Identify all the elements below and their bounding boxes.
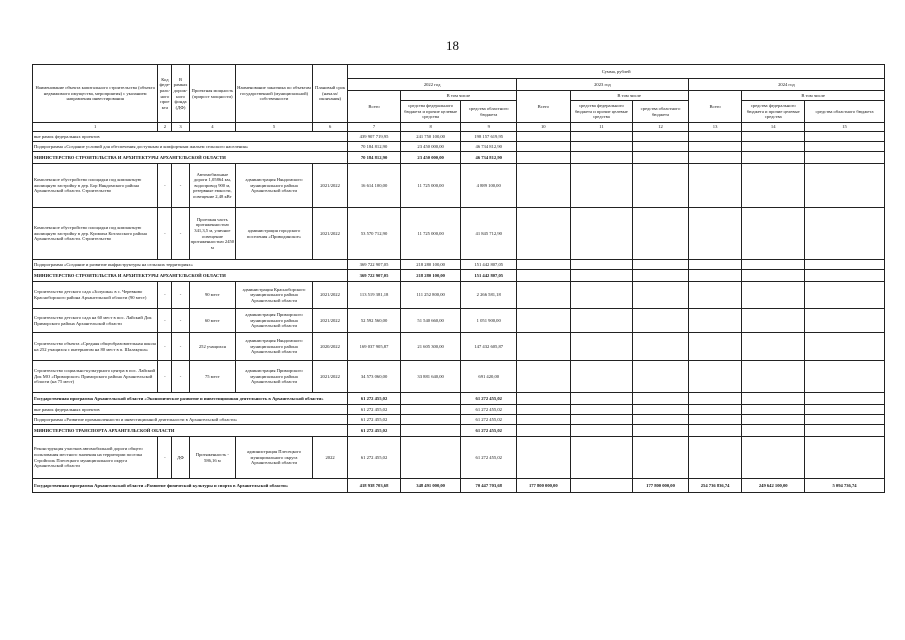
- total-2022: 61 272 455,02: [348, 393, 401, 405]
- object-name: Строительство социально-культурного центра в пос. Лайский Док МО «Приморское» Приморского района Архангельской области (на 75 мест): [33, 361, 158, 393]
- total-2022: 418 938 703,68: [348, 479, 401, 493]
- customer: администрация Няндомского муниципального района Архангельской области: [236, 333, 313, 361]
- header-incl: В том числе: [400, 91, 516, 101]
- column-number: 3: [172, 123, 189, 132]
- amount-v11: [570, 270, 633, 282]
- fed-2022: 11 725 000,00: [400, 164, 461, 208]
- amount-v13: [688, 437, 742, 479]
- term: 2021/2022: [312, 361, 347, 393]
- fed-2022: [400, 405, 461, 415]
- fed-2022: [400, 425, 461, 437]
- fed-2022: 241 750 100,00: [400, 132, 461, 142]
- amount-v12: [633, 425, 689, 437]
- term: 2021/2022: [312, 208, 347, 260]
- amount-v15: [805, 393, 885, 405]
- amount-v11: [570, 361, 633, 393]
- header-reg: средства областного бюджета: [461, 101, 517, 123]
- amount-v12: [633, 333, 689, 361]
- header-year-2022: 2022 год: [348, 79, 517, 91]
- amount-v13: [688, 361, 742, 393]
- amount-v10: [517, 132, 571, 142]
- total-2022: 53 570 712,90: [348, 208, 401, 260]
- table-row: [33, 282, 885, 309]
- amount-v14: [742, 208, 805, 260]
- customer: администрация Няндомского муниципального района Архангельской области: [236, 164, 313, 208]
- section-title: МИНИСТЕРСТВО ТРАНСПОРТА АРХАНГЕЛЬСКОЙ ОБЛАСТИ: [33, 425, 348, 437]
- amount-v10: [517, 333, 571, 361]
- total-2022: 61 272 455,02: [348, 405, 401, 415]
- amount-v12: [633, 142, 689, 152]
- header-term: Плановый срок (начала/окончания): [312, 65, 347, 123]
- customer: администрация Приморского муниципального района Архангельской области: [236, 361, 313, 393]
- table-row: [33, 270, 885, 282]
- fed-2022: 21 605 300,00: [400, 333, 461, 361]
- amount-v10: [517, 437, 571, 479]
- capacity: Автомобильные дороги 1,05864 км, водопровод 900 м, резервные емкости, освещение 2,48 кВт: [189, 164, 235, 208]
- reg-2022: 70 447 703,68: [461, 479, 517, 493]
- amount-v15: [805, 142, 885, 152]
- fed-2022: 11 725 000,00: [400, 208, 461, 260]
- column-number: 13: [688, 123, 742, 132]
- header-fed: средства федерального бюджета и прочие целевые средства: [570, 101, 633, 123]
- amount-v13: [688, 405, 742, 415]
- section-title: МИНИСТЕРСТВО СТРОИТЕЛЬСТВА И АРХИТЕКТУРЫ АРХАНГЕЛЬСКОЙ ОБЛАСТИ: [33, 270, 348, 282]
- column-number: 2: [158, 123, 172, 132]
- object-name: Строительство детского сада «Золушка» в с. Черевково Красноборского района Архангельской области (90 мест): [33, 282, 158, 309]
- amount-v11: [570, 132, 633, 142]
- header-incl: В том числе: [742, 91, 885, 101]
- amount-v14: [742, 405, 805, 415]
- section-title: Государственная программа Архангельской области «Экономическое развитие и инвестиционная деятельность в Архангельской области»: [33, 393, 348, 405]
- reg-2022: 151 442 807,05: [461, 260, 517, 270]
- amount-v15: [805, 164, 885, 208]
- amount-v12: [633, 405, 689, 415]
- object-name: Строительство детского сада на 60 мест в пос. Лайский Док Приморского района Архангельской области: [33, 309, 158, 333]
- amount-v10: [517, 152, 571, 164]
- amount-v13: [688, 132, 742, 142]
- header-name: Наименование объекта капитального строительства (объекта недвижимого имущества, мероприятия) с указанием направления инвестирования: [33, 65, 158, 123]
- header-fed: средства федерального бюджета и прочие целевые средства: [400, 101, 461, 123]
- amount-v11: [570, 437, 633, 479]
- fed-2022: 33 881 640,00: [400, 361, 461, 393]
- table-row: [33, 333, 885, 361]
- amount-v14: [742, 270, 805, 282]
- section-title: Государственная программа Архангельской области «Развитие физической культуры и спорта в Архангельской области»: [33, 479, 348, 493]
- project-code: -: [158, 361, 172, 393]
- project-code: -: [158, 309, 172, 333]
- header-code: Код феде-раль-ного проекта: [158, 65, 172, 123]
- column-number: 14: [742, 123, 805, 132]
- reg-2022: 61 272 455,02: [461, 437, 517, 479]
- fed-2022: 348 491 000,00: [400, 479, 461, 493]
- reg-2022: 61 272 455,02: [461, 415, 517, 425]
- header-year-2024: 2024 год: [688, 79, 884, 91]
- table-row: [33, 437, 885, 479]
- amount-v12: [633, 152, 689, 164]
- total-2022: 70 184 812,90: [348, 152, 401, 164]
- amount-v13: [688, 142, 742, 152]
- amount-v14: [742, 260, 805, 270]
- amount-v14: [742, 309, 805, 333]
- amount-v12: [633, 415, 689, 425]
- table-row: [33, 425, 885, 437]
- table-row: [33, 405, 885, 415]
- table-row: [33, 152, 885, 164]
- table-row: [33, 164, 885, 208]
- amount-v15: [805, 270, 885, 282]
- amount-v15: [805, 152, 885, 164]
- header-df: В рамках дорож-ного фонда (ДФ): [172, 65, 189, 123]
- fed-2022: 218 280 100,00: [400, 270, 461, 282]
- amount-v15: [805, 132, 885, 142]
- amount-v13: [688, 333, 742, 361]
- reg-2022: 61 272 455,02: [461, 393, 517, 405]
- page-number: 18: [446, 38, 459, 53]
- term: 2021/2022: [312, 282, 347, 309]
- project-code: -: [158, 208, 172, 260]
- column-number: 9: [461, 123, 517, 132]
- capacity: 252 учащихся: [189, 333, 235, 361]
- capacity: 75 мест: [189, 361, 235, 393]
- amount-v11: [570, 333, 633, 361]
- total-2022: 369 722 907,05: [348, 260, 401, 270]
- total-2022: 70 184 812,90: [348, 142, 401, 152]
- table-row: [33, 479, 885, 493]
- fed-2022: 51 540 660,00: [400, 309, 461, 333]
- term: 2020/2022: [312, 333, 347, 361]
- term: 2021/2022: [312, 309, 347, 333]
- amount-v15: [805, 425, 885, 437]
- road-fund: -: [172, 282, 189, 309]
- amount-v14: [742, 425, 805, 437]
- total-2022: 61 272 455,02: [348, 425, 401, 437]
- amount-v11: [570, 260, 633, 270]
- capacity: Проезжая часть протяженностью 341,3,5 м, уличное освещение протяженностью 2450 м: [189, 208, 235, 260]
- amount-v14: [742, 437, 805, 479]
- customer: администрация Плесецкого муниципального округа Архангельской области: [236, 437, 313, 479]
- amount-v15: [805, 405, 885, 415]
- amount-v15: 5 094 736,74: [805, 479, 885, 493]
- reg-2022: 147 432 605,87: [461, 333, 517, 361]
- amount-v13: [688, 270, 742, 282]
- amount-v11: [570, 152, 633, 164]
- project-code: -: [158, 282, 172, 309]
- amount-v10: [517, 393, 571, 405]
- amount-v13: [688, 309, 742, 333]
- total-2022: 439 907 719,95: [348, 132, 401, 142]
- total-2022: 369 722 907,05: [348, 270, 401, 282]
- section-title: МИНИСТЕРСТВО СТРОИТЕЛЬСТВА И АРХИТЕКТУРЫ АРХАНГЕЛЬСКОЙ ОБЛАСТИ: [33, 152, 348, 164]
- reg-2022: 198 157 619,95: [461, 132, 517, 142]
- amount-v12: [633, 164, 689, 208]
- amount-v10: [517, 270, 571, 282]
- amount-v14: [742, 333, 805, 361]
- table-row: [33, 415, 885, 425]
- total-2022: 52 592 560,00: [348, 309, 401, 333]
- amount-v10: [517, 361, 571, 393]
- amount-v11: [570, 309, 633, 333]
- capacity: 60 мест: [189, 309, 235, 333]
- amount-v15: [805, 208, 885, 260]
- road-fund: ДФ: [172, 437, 189, 479]
- total-2022: 61 272 455,02: [348, 415, 401, 425]
- fed-2022: 23 450 000,00: [400, 142, 461, 152]
- amount-v10: [517, 260, 571, 270]
- header-total: Всего: [688, 91, 742, 123]
- header-reg: средства областного бюджета: [805, 101, 885, 123]
- header-total: Всего: [348, 91, 401, 123]
- amount-v11: [570, 425, 633, 437]
- amount-v12: [633, 309, 689, 333]
- section-title: вне рамок федеральных проектов: [33, 405, 348, 415]
- total-2022: 16 614 100,00: [348, 164, 401, 208]
- reg-2022: 41 845 712,90: [461, 208, 517, 260]
- header-sum: Сумма, рублей: [348, 65, 885, 79]
- column-number: 1: [33, 123, 158, 132]
- amount-v12: [633, 437, 689, 479]
- table-row: [33, 132, 885, 142]
- amount-v10: [517, 405, 571, 415]
- section-title: Подпрограмма «Развитие промышленности и инвестиционной деятельности в Архангельской области»: [33, 415, 348, 425]
- amount-v14: [742, 415, 805, 425]
- amount-v10: [517, 208, 571, 260]
- section-title: Подпрограмма «Создание и развитие инфраструктуры на сельских территориях»: [33, 260, 348, 270]
- amount-v11: [570, 208, 633, 260]
- amount-v13: [688, 282, 742, 309]
- reg-2022: 691 420,00: [461, 361, 517, 393]
- amount-v13: [688, 164, 742, 208]
- table-row: [33, 309, 885, 333]
- reg-2022: 1 051 900,00: [461, 309, 517, 333]
- amount-v14: 249 642 100,00: [742, 479, 805, 493]
- reg-2022: 46 734 812,90: [461, 142, 517, 152]
- reg-2022: 61 272 455,02: [461, 405, 517, 415]
- header-fed: средства федерального бюджета и прочие целевые средства: [742, 101, 805, 123]
- fed-2022: [400, 393, 461, 405]
- reg-2022: 46 734 812,90: [461, 152, 517, 164]
- road-fund: -: [172, 333, 189, 361]
- amount-v13: [688, 152, 742, 164]
- amount-v12: [633, 132, 689, 142]
- fed-2022: 218 280 100,00: [400, 260, 461, 270]
- header-reg: средства областного бюджета: [633, 101, 689, 123]
- customer: администрация Красноборского муниципального района Архангельской области: [236, 282, 313, 309]
- object-name: Строительство объекта «Средняя общеобразовательная школа на 252 учащихся с интернатом на 80 мест в п. Шалакуша»: [33, 333, 158, 361]
- table-row: [33, 208, 885, 260]
- road-fund: -: [172, 309, 189, 333]
- customer: администрация Приморского муниципального района Архангельской области: [236, 309, 313, 333]
- amount-v11: [570, 405, 633, 415]
- header-year-2023: 2023 год: [517, 79, 689, 91]
- road-fund: -: [172, 208, 189, 260]
- fed-2022: 111 252 800,00: [400, 282, 461, 309]
- amount-v14: [742, 164, 805, 208]
- fed-2022: [400, 437, 461, 479]
- amount-v13: [688, 415, 742, 425]
- amount-v12: [633, 393, 689, 405]
- amount-v14: [742, 142, 805, 152]
- column-number: 11: [570, 123, 633, 132]
- reg-2022: 4 889 100,00: [461, 164, 517, 208]
- term: 2022: [312, 437, 347, 479]
- header-customer: Наименование заказчика по объектам государственной (муниципальной) собственности: [236, 65, 313, 123]
- amount-v12: [633, 361, 689, 393]
- section-title: Подпрограмма «Создание условий для обеспечения доступным и комфортным жильем сельского населения»: [33, 142, 348, 152]
- column-number: 10: [517, 123, 571, 132]
- amount-v11: [570, 164, 633, 208]
- column-number: 8: [400, 123, 461, 132]
- section-title: вне рамок федеральных проектов: [33, 132, 348, 142]
- amount-v10: [517, 309, 571, 333]
- amount-v15: [805, 361, 885, 393]
- amount-v12: [633, 282, 689, 309]
- total-2022: 34 573 060,00: [348, 361, 401, 393]
- amount-v13: 254 736 836,74: [688, 479, 742, 493]
- amount-v12: [633, 208, 689, 260]
- total-2022: 61 272 455,02: [348, 437, 401, 479]
- object-name: Реконструкция участков автомобильной дороги общего пользования местного значения на территории поселка Стройполь Плесецкого муниципального округа Архангельской области: [33, 437, 158, 479]
- amount-v15: [805, 309, 885, 333]
- table-row: [33, 393, 885, 405]
- fed-2022: [400, 415, 461, 425]
- reg-2022: 2 266 581,18: [461, 282, 517, 309]
- total-2022: 113 519 381,18: [348, 282, 401, 309]
- amount-v11: [570, 282, 633, 309]
- road-fund: -: [172, 164, 189, 208]
- amount-v10: [517, 142, 571, 152]
- reg-2022: 151 442 807,05: [461, 270, 517, 282]
- header-incl: В том числе: [570, 91, 688, 101]
- header-capacity: Проектная мощность (прирост мощности): [189, 65, 235, 123]
- amount-v10: [517, 164, 571, 208]
- amount-v10: [517, 415, 571, 425]
- amount-v10: 177 800 000,00: [517, 479, 571, 493]
- column-number: 6: [312, 123, 347, 132]
- amount-v15: [805, 282, 885, 309]
- column-number: 12: [633, 123, 689, 132]
- term: 2021/2022: [312, 164, 347, 208]
- amount-v10: [517, 282, 571, 309]
- amount-v11: [570, 415, 633, 425]
- header-total: Всего: [517, 91, 571, 123]
- amount-v14: [742, 361, 805, 393]
- column-number: 4: [189, 123, 235, 132]
- customer: администрация городского поселения «Приводинское»: [236, 208, 313, 260]
- object-name: Комплексное обустройство площадки под компактную жилищную застройку в дер. Куимиха Котласского района Архангельской области. Строительство: [33, 208, 158, 260]
- amount-v13: [688, 393, 742, 405]
- amount-v13: [688, 425, 742, 437]
- total-2022: 169 037 905,87: [348, 333, 401, 361]
- amount-v15: [805, 437, 885, 479]
- column-number: 5: [236, 123, 313, 132]
- amount-v10: [517, 425, 571, 437]
- table-row: [33, 361, 885, 393]
- column-number-row: [33, 123, 885, 132]
- project-code: -: [158, 437, 172, 479]
- amount-v11: [570, 393, 633, 405]
- object-name: Комплексное обустройство площадки под компактную жилищную застройку в дер. Бор Няндомского района Архангельской области. Строительство: [33, 164, 158, 208]
- amount-v12: 177 800 000,00: [633, 479, 689, 493]
- amount-v14: [742, 393, 805, 405]
- amount-v15: [805, 415, 885, 425]
- amount-v13: [688, 208, 742, 260]
- capacity: 90 мест: [189, 282, 235, 309]
- reg-2022: 61 272 455,02: [461, 425, 517, 437]
- amount-v12: [633, 260, 689, 270]
- amount-v15: [805, 333, 885, 361]
- table-row: [33, 260, 885, 270]
- table-row: [33, 142, 885, 152]
- amount-v13: [688, 260, 742, 270]
- column-number: 7: [348, 123, 401, 132]
- amount-v14: [742, 152, 805, 164]
- project-code: -: [158, 164, 172, 208]
- amount-v12: [633, 270, 689, 282]
- amount-v14: [742, 282, 805, 309]
- amount-v15: [805, 260, 885, 270]
- column-number: 15: [805, 123, 885, 132]
- road-fund: -: [172, 361, 189, 393]
- fed-2022: 23 450 000,00: [400, 152, 461, 164]
- project-code: -: [158, 333, 172, 361]
- amount-v14: [742, 132, 805, 142]
- investment-table: [32, 64, 885, 493]
- amount-v11: [570, 479, 633, 493]
- capacity: Протяженность - 586,16 м: [189, 437, 235, 479]
- amount-v11: [570, 142, 633, 152]
